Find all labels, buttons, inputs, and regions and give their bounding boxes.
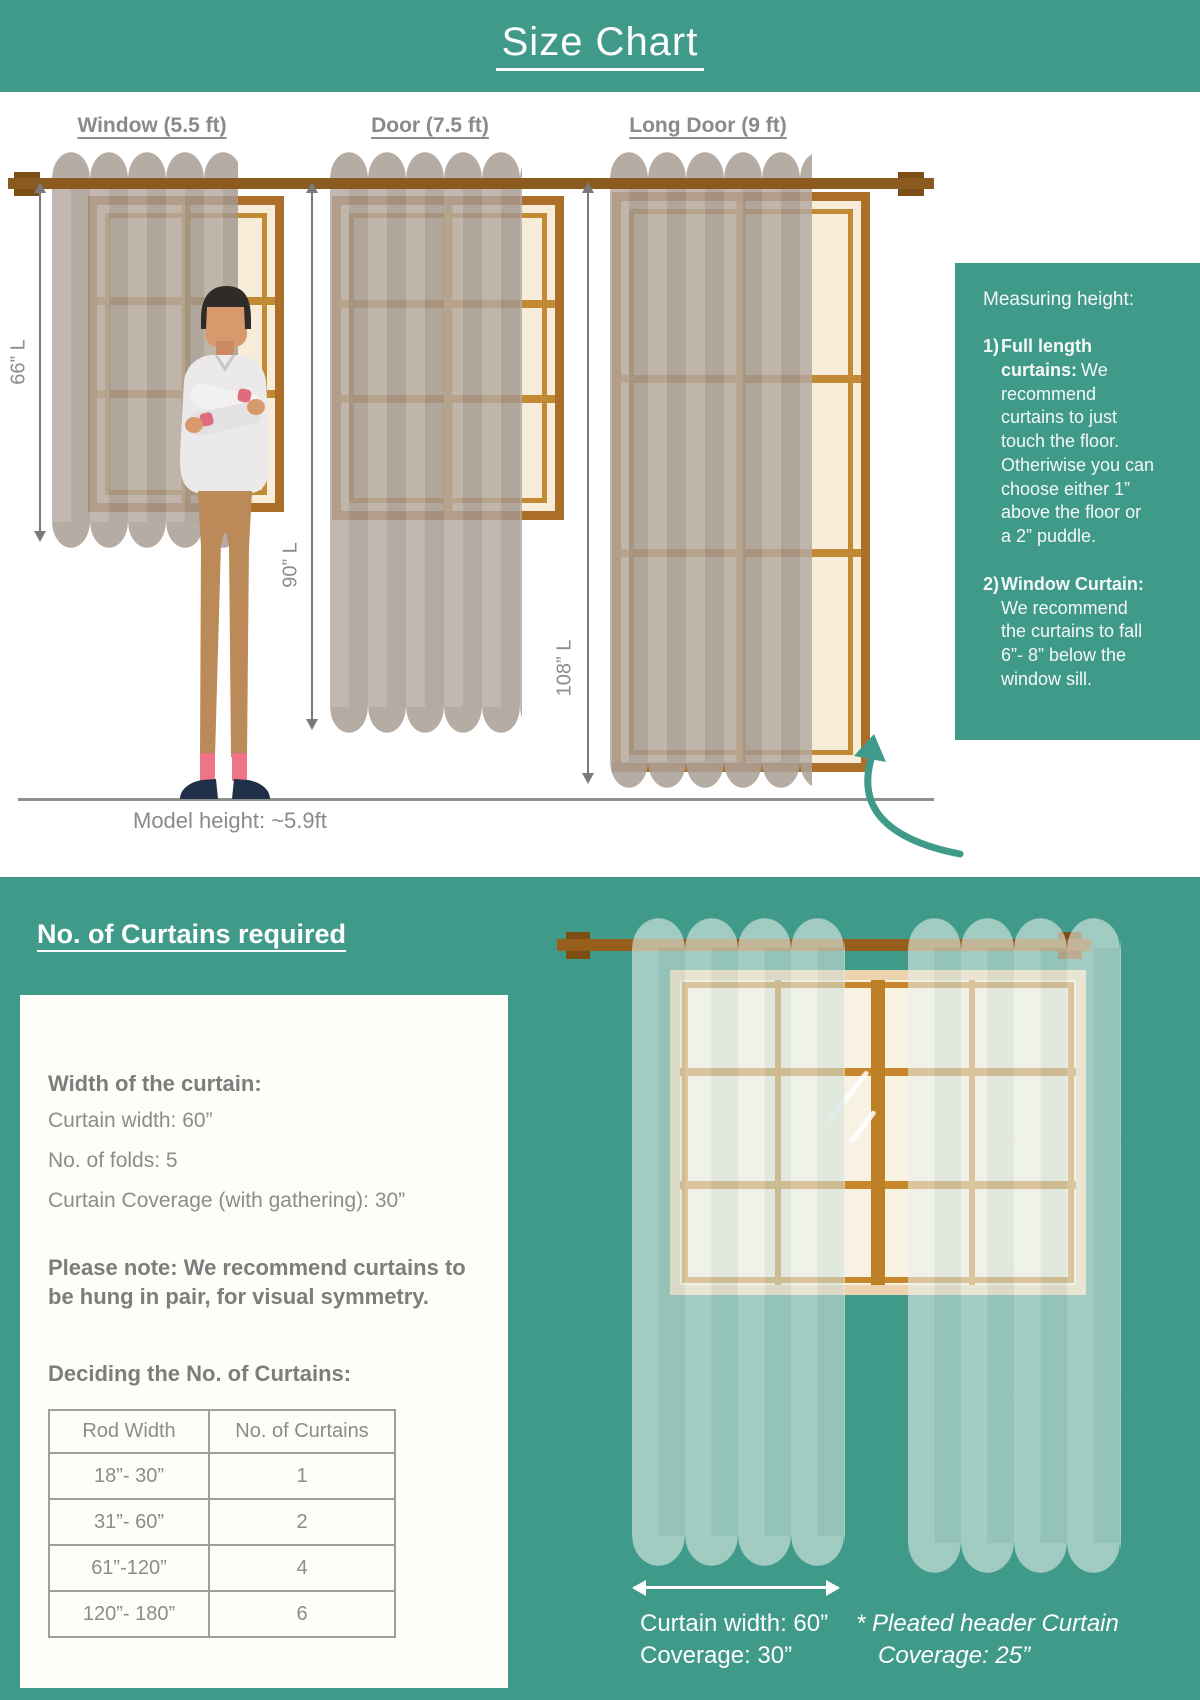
label-window-size: Window (5.5 ft) xyxy=(77,114,227,137)
curtain-scallop-top xyxy=(52,152,238,178)
section-heading: No. of Curtains required xyxy=(37,919,347,949)
curtain-scallop-top xyxy=(330,152,522,178)
label-door-size: Door (7.5 ft) xyxy=(371,114,489,137)
table-row: 31”- 60” 2 xyxy=(49,1499,395,1545)
length-label-66: 66” L xyxy=(7,339,30,385)
header xyxy=(0,0,1200,92)
measuring-item-2: 2) Window Curtain: We recommend the curtains to fall 6”- 8” below the window sill. xyxy=(983,573,1144,689)
curtain-panel-door xyxy=(330,152,522,733)
curtain-count-section xyxy=(0,877,1200,1700)
curtain-width-arrow-icon xyxy=(634,1586,838,1589)
width-title: Width of the curtain: xyxy=(48,1071,262,1096)
curtain-panel-long-door xyxy=(610,152,812,788)
length-arrow-108-icon xyxy=(587,184,589,782)
header-rod-width: Rod Width xyxy=(49,1410,209,1453)
size-comparison-section xyxy=(0,92,1200,877)
header-no-of-curtains: No. of Curtains xyxy=(209,1410,395,1453)
coverage-line: Curtain Coverage (with gathering): 30” xyxy=(48,1189,406,1212)
person-illustration xyxy=(150,285,300,800)
table-row: 120”- 180” 6 xyxy=(49,1591,395,1637)
table-row: 18”- 30” 1 xyxy=(49,1453,395,1499)
curved-arrow-icon xyxy=(810,732,970,867)
curtain-scallop-top xyxy=(908,918,1121,948)
pleated-note-label: * Pleated header Curtain Coverage: 25” xyxy=(856,1610,1119,1669)
table-row: 61”-120” 4 xyxy=(49,1545,395,1591)
curtain-body xyxy=(610,178,812,762)
curtain-body xyxy=(330,178,522,707)
folds-line: No. of folds: 5 xyxy=(48,1149,178,1172)
curtain-wave-bottom xyxy=(610,762,812,788)
length-arrow-90-icon xyxy=(311,184,313,728)
curtain-width-line: Curtain width: 60” xyxy=(48,1109,213,1132)
page-title: Size Chart xyxy=(496,22,705,71)
curtain-body xyxy=(908,948,1121,1543)
measuring-item-1: 1) Full length curtains: We recommend curtains to just touch the floor. Otheriwise you can choose either 1” above the floor or a 2” puddle. xyxy=(983,336,1155,546)
curtain-width-label: Curtain width: 60” Coverage: 30” xyxy=(640,1610,829,1669)
table-header-row xyxy=(49,1410,395,1453)
sheer-curtain-right xyxy=(908,918,1121,1573)
curtain-wave-bottom xyxy=(632,1536,845,1566)
pair-note: Please note: We recommend curtains to be hung in pair, for visual symmetry. xyxy=(48,1255,466,1310)
info-card xyxy=(20,995,508,1688)
table-title: Deciding the No. of Curtains: xyxy=(48,1361,352,1387)
curtain-scallop-top xyxy=(610,152,812,178)
curtain-rod xyxy=(8,178,934,189)
curtain-scallop-top xyxy=(632,918,845,948)
sheer-curtain-left xyxy=(632,918,845,1566)
measuring-box-title: Measuring height: xyxy=(983,289,1135,310)
length-arrow-66-icon xyxy=(39,184,41,540)
curtain-count-table xyxy=(48,1409,396,1638)
label-long-door-size: Long Door (9 ft) xyxy=(629,114,787,137)
measuring-height-box xyxy=(955,263,1200,740)
window-center-mullion xyxy=(871,980,885,1285)
length-label-108: 108” L xyxy=(553,639,576,697)
length-label-90: 90” L xyxy=(279,542,302,588)
curtain-wave-bottom xyxy=(908,1543,1121,1573)
curtain-wave-bottom xyxy=(330,707,522,733)
model-height-label: Model height: ~5.9ft xyxy=(133,808,327,833)
curtain-body xyxy=(632,948,845,1536)
